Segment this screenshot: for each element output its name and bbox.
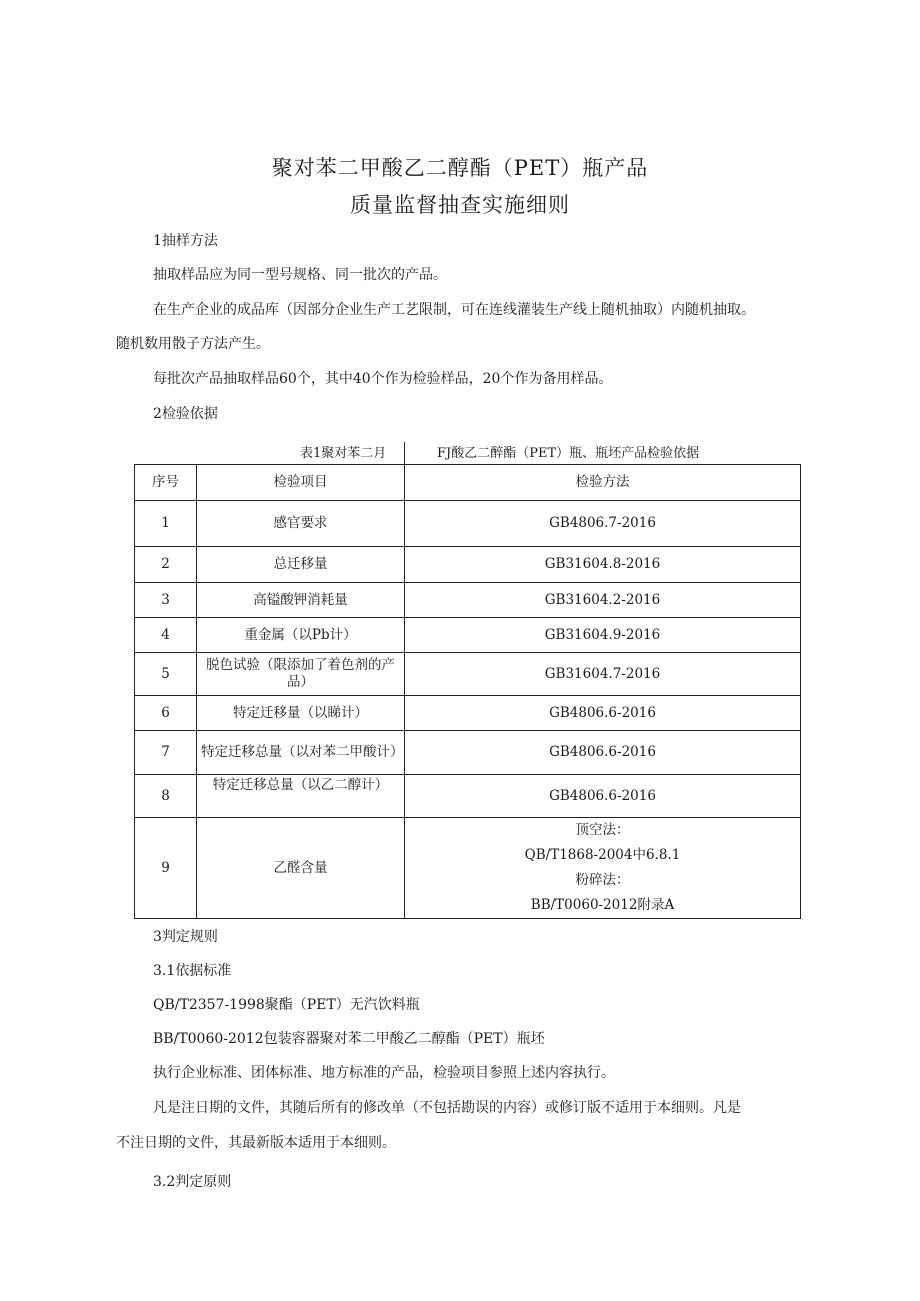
section-3-2-heading: 3.2判定原则 xyxy=(153,1174,232,1190)
row-no: 3 xyxy=(135,583,197,618)
sampling-paragraph-3: 每批次产品抽取样品60个，其中40个作为检验样品，20个作为备用样品。 xyxy=(153,371,613,387)
method-line: 粉碎法： xyxy=(575,872,630,888)
row-method: GB31604.8-2016 xyxy=(405,547,801,583)
section-3-paragraph-2-line-1: 凡是注日期的文件，其随后所有的修改单（不包括勘误的内容）或修订版不适用于本细则。凡是 xyxy=(153,1100,741,1116)
row-method: GB31604.9-2016 xyxy=(405,618,801,653)
section-3-1-heading: 3.1依据标准 xyxy=(153,963,232,979)
inspection-basis-table xyxy=(134,464,801,919)
table-row xyxy=(135,696,801,731)
row-method: GB4806.6-2016 xyxy=(405,731,801,775)
row-method xyxy=(405,818,801,919)
table-caption-left: 表1聚对苯二月 xyxy=(300,446,387,461)
header-no: 序号 xyxy=(135,465,197,501)
row-method: GB4806.6-2016 xyxy=(405,775,801,818)
caption-divider xyxy=(404,442,405,464)
table-row xyxy=(135,775,801,818)
table-row xyxy=(135,653,801,696)
row-item: 特定迁移量（以睇计） xyxy=(197,696,405,731)
row-no: 5 xyxy=(135,653,197,696)
section-3-paragraph-1: 执行企业标准、团体标准、地方标准的产品，检验项目参照上述内容执行。 xyxy=(153,1065,615,1081)
row-no: 4 xyxy=(135,618,197,653)
section-3-paragraph-2-line-2: 不注日期的文件，其最新版本适用于本细则。 xyxy=(116,1135,396,1151)
section-1-heading: 1抽样方法 xyxy=(153,233,218,249)
table-header-row xyxy=(135,465,801,501)
table-row xyxy=(135,731,801,775)
table-caption-right: FJ酸乙二醉酯（PET）瓶、瓶坯产品检验依据 xyxy=(437,446,700,461)
row-item: 特定迁移总量（以乙二醇计） xyxy=(197,775,405,818)
table-row xyxy=(135,547,801,583)
row-item: 高镒酸钾消耗量 xyxy=(197,583,405,618)
row-no: 7 xyxy=(135,731,197,775)
row-no: 9 xyxy=(135,818,197,919)
row-method: GB4806.6-2016 xyxy=(405,696,801,731)
row-no: 8 xyxy=(135,775,197,818)
sampling-paragraph-1: 抽取样品应为同一型号规格、同一批次的产品。 xyxy=(153,267,447,283)
table-row xyxy=(135,618,801,653)
table-row xyxy=(135,501,801,547)
row-method: GB31604.7-2016 xyxy=(405,653,801,696)
method-line: BB/T0060-2012附录A xyxy=(530,897,675,913)
row-no: 1 xyxy=(135,501,197,547)
standard-2: BB/T0060-2012包装容器聚对苯二甲酸乙二醇酯（PET）瓶坯 xyxy=(153,1031,545,1047)
standard-1: QB/T2357-1998聚酯（PET）无汽饮料瓶 xyxy=(153,997,420,1013)
row-item: 感官要求 xyxy=(197,501,405,547)
row-item: 重金属（以Pb计） xyxy=(197,618,405,653)
header-item: 检验项目 xyxy=(197,465,405,501)
method-line: QB/T1868-2004中6.8.1 xyxy=(524,847,681,863)
row-item: 乙醛含量 xyxy=(197,818,405,919)
row-no: 6 xyxy=(135,696,197,731)
document-title-line2: 质量监督抽查实施细则 xyxy=(350,193,570,217)
row-no: 2 xyxy=(135,547,197,583)
table-row xyxy=(135,583,801,618)
row-item: 特定迁移总量（以对苯二甲酸计） xyxy=(197,731,405,775)
sampling-paragraph-2-line-1: 在生产企业的成品库（因部分企业生产工艺限制，可在连线灌装生产线上随机抽取）内随机抽取。 xyxy=(153,302,755,318)
document-title-line1: 聚对苯二甲酸乙二醇酯（PET）瓶产品 xyxy=(271,156,649,180)
method-line: 顶空法： xyxy=(575,822,630,838)
header-method: 检验方法 xyxy=(405,465,801,501)
row-item: 总迁移量 xyxy=(197,547,405,583)
row-method: GB31604.2-2016 xyxy=(405,583,801,618)
row-method: GB4806.7-2016 xyxy=(405,501,801,547)
sampling-paragraph-2-line-2: 随机数用骰子方法产生。 xyxy=(116,336,270,352)
row-item: 脱色试验（限添加了着色剂的产品） xyxy=(197,653,405,696)
section-3-heading: 3判定规则 xyxy=(153,929,218,945)
section-2-heading: 2检验依据 xyxy=(153,406,218,422)
table-row xyxy=(135,818,801,919)
